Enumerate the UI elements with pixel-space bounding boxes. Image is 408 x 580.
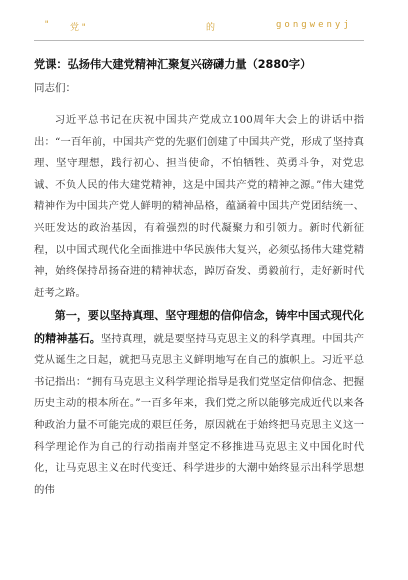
header-divider [34, 40, 364, 41]
header-fragment: " [44, 20, 52, 30]
paragraph-intro: 习近平总书记在庆祝中国共产党成立100周年大会上的讲话中指出：“一百年前，中国共产党的先驱们创建了中国共产党，形成了坚持真理、坚守理想，践行初心、担当使命，不怕牺牲、英勇斗争，对党忠诚、不负人民的伟大建党精神，这是中国共产党的精神之源。”伟大建党精神作为中国共产党人鲜明的精神品格，蕴涵着中国共产党团结统一、兴旺发达的政治基因，有着强烈的时代凝聚力和引领力。新时代新征程，以中国式现代化全面推进中华民族伟大复兴，必须弘扬伟大建党精神，始终保持昂扬奋进的精神状态，踔厉奋发、勇毅前行，走好新时代赶考之路。 [34, 114, 364, 299]
header-fragment: 的 [206, 23, 218, 33]
section-heading: 第一，要以坚持真理、坚守理想的信仰信念，铸牢中国式现代化的精神基石。 [34, 309, 364, 345]
section-body: 坚持真理，就是要坚持马克思主义的科学真理。中国共产党从诞生之日起，就把马克思主义鲜明地写在自己的旗帜上。习近平总书记指出：“拥有马克思主义科学理论指导是我们党坚定信仰信念、把握历史主动的根本所在。”一百多年来，我们党之所以能够完成近代以来各种政治力量不可能完成的艰巨任务，原因就在于始终把马克思主义这一科学理论作为自己的行动指南并坚定不移推进马克思主义中国化时代化，让马克思主义在时代变迁、科学进步的大潮中始终显示出科学思想的伟 [34, 332, 365, 496]
page-header [36, 20, 366, 36]
paragraph-section-1 [34, 305, 364, 501]
greeting: 同志们： [34, 82, 76, 94]
document-title: 党课：弘扬伟大建党精神汇聚复兴磅礴力量（2880字） [34, 58, 312, 71]
header-watermark-text: gongwenyj [276, 20, 352, 30]
header-fragment: 党" [70, 23, 89, 33]
